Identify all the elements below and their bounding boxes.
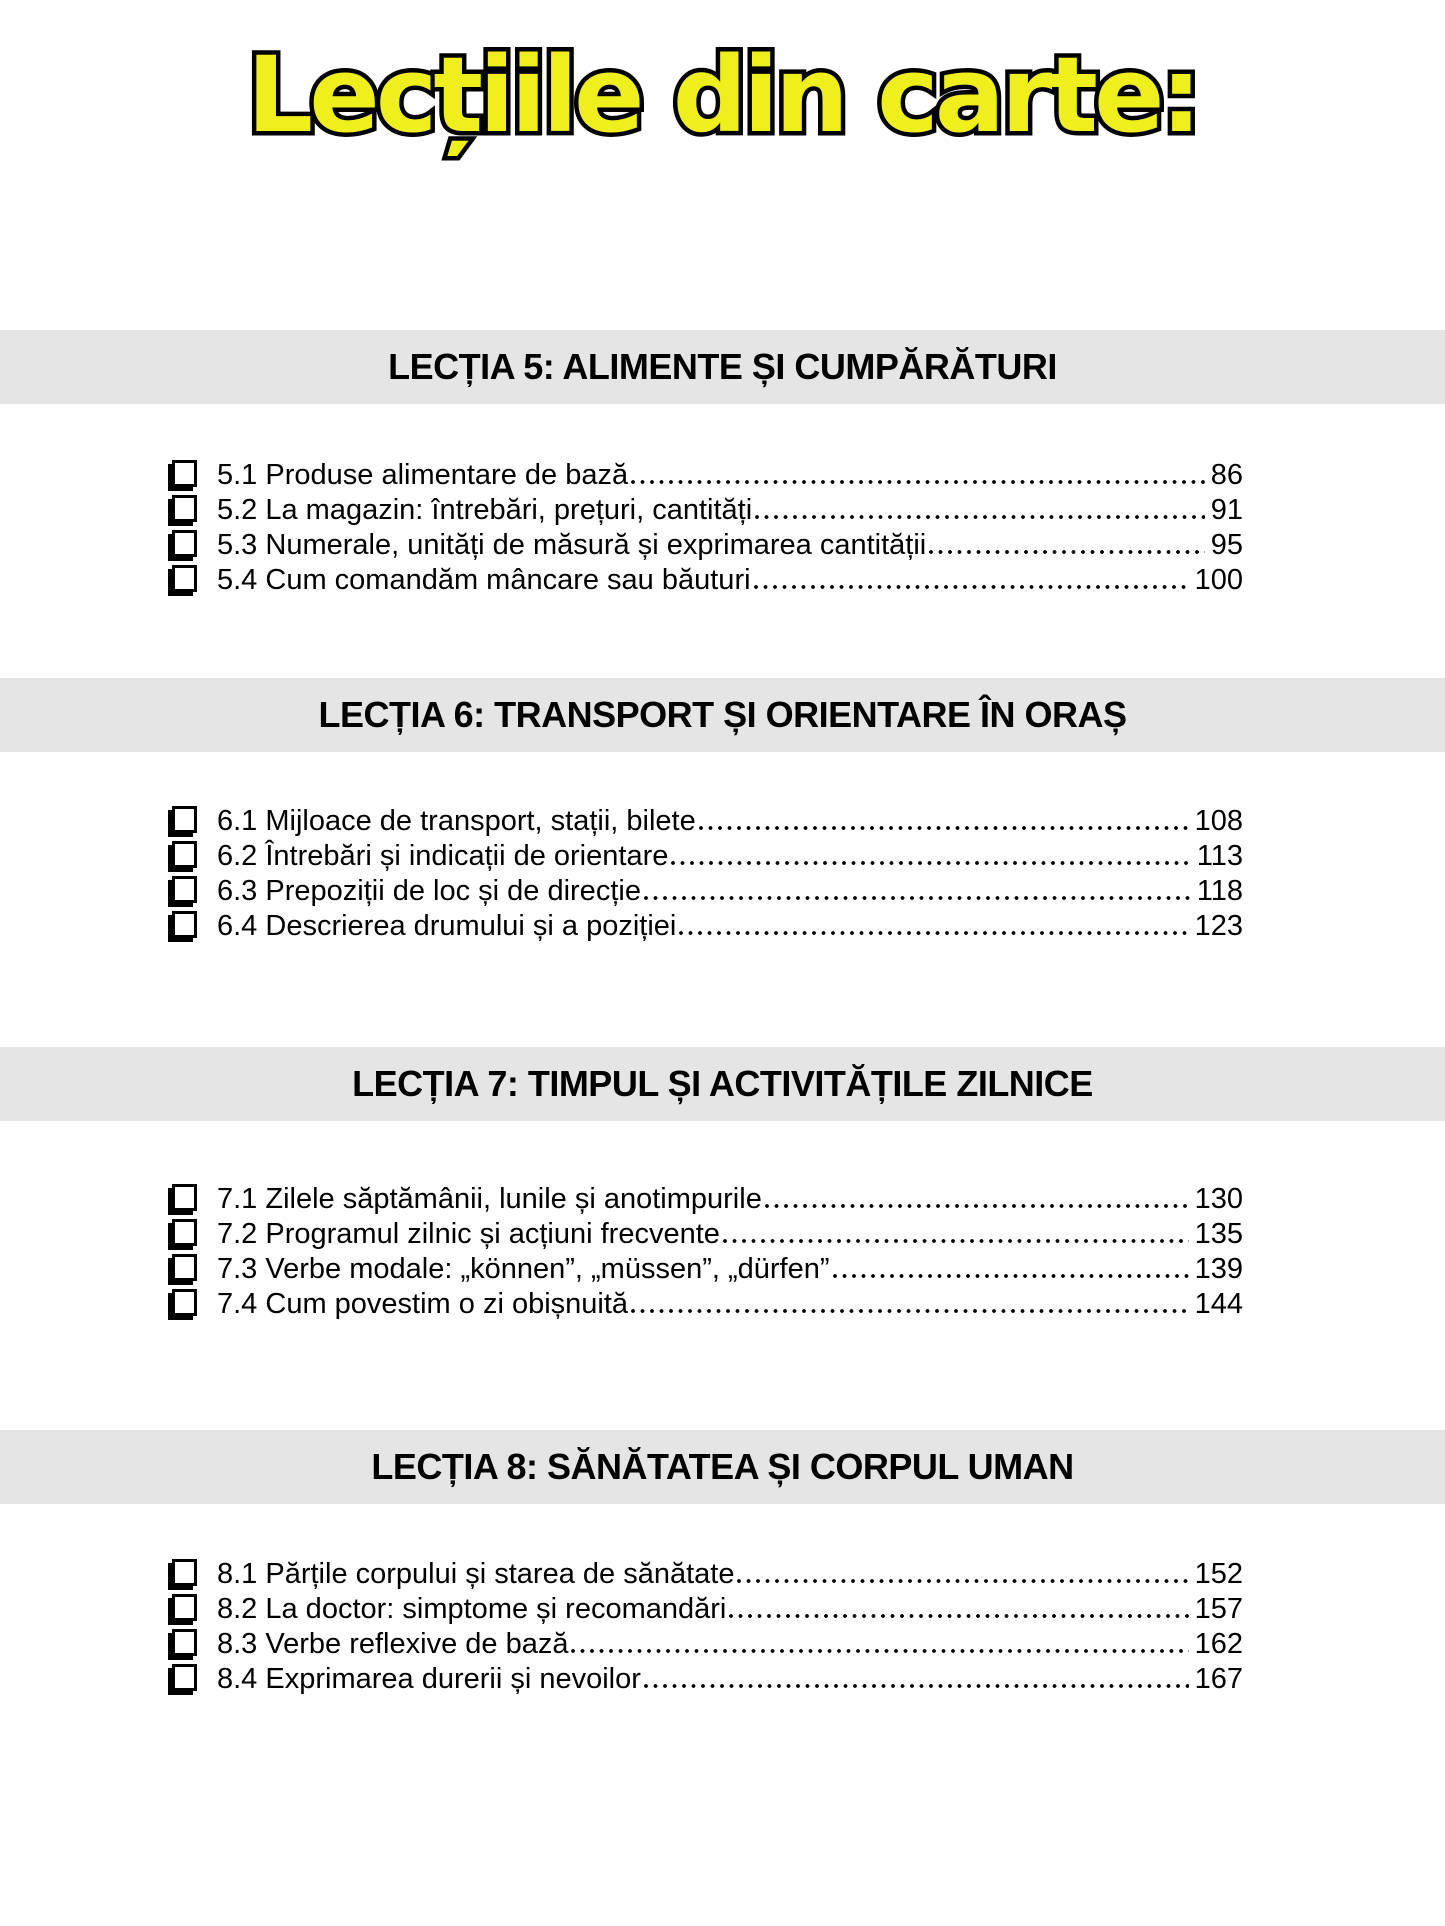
checkbox-icon	[172, 1289, 197, 1316]
dot-leader	[832, 1252, 1189, 1287]
checkbox-icon	[172, 1184, 197, 1211]
entry-label: 5.4 Cum comandăm mâncare sau băuturi	[217, 564, 751, 596]
toc-entry	[172, 563, 1243, 598]
page-number: 91	[1210, 494, 1243, 526]
checkbox-icon	[172, 1219, 197, 1246]
page-number: 118	[1196, 875, 1243, 907]
entry-label: 5.3 Numerale, unități de măsură și exprimarea cantității	[217, 529, 927, 561]
entry-label: 6.3 Prepoziții de loc și de direcție	[217, 875, 641, 907]
dot-leader	[736, 1557, 1188, 1592]
dot-leader	[678, 909, 1188, 944]
page-number: 144	[1194, 1288, 1243, 1320]
toc-entry	[172, 839, 1243, 874]
page-number: 135	[1194, 1218, 1243, 1250]
entry-label: 8.3 Verbe reflexive de bază	[217, 1628, 569, 1660]
checkbox-icon	[172, 1664, 197, 1691]
entry-label: 8.4 Exprimarea durerii și nevoilor	[217, 1663, 641, 1695]
dot-leader	[722, 1217, 1189, 1252]
section-heading: LECȚIA 5: ALIMENTE ȘI CUMPĂRĂTURI	[388, 346, 1057, 387]
checkbox-icon	[172, 911, 197, 938]
dot-leader	[928, 528, 1205, 563]
checkbox-icon	[172, 1629, 197, 1656]
toc-entry	[172, 458, 1243, 493]
toc-entry	[172, 1287, 1243, 1322]
dot-leader	[643, 1662, 1189, 1697]
dot-leader	[753, 563, 1189, 598]
toc-entry	[172, 1627, 1243, 1662]
page-number: 86	[1210, 459, 1243, 491]
toc-list-lectia-8	[172, 1557, 1243, 1697]
dot-leader	[728, 1592, 1188, 1627]
toc-entry	[172, 1592, 1243, 1627]
page-number: 123	[1194, 910, 1243, 942]
section-banner-lectia-7	[0, 1047, 1445, 1121]
toc-entry	[172, 1252, 1243, 1287]
dot-leader	[764, 1182, 1189, 1217]
page-number: 162	[1194, 1628, 1243, 1660]
page-number: 130	[1194, 1183, 1243, 1215]
checkbox-icon	[172, 806, 197, 833]
page-title: Lecțiile din carte:	[246, 34, 1199, 156]
section-banner-lectia-8	[0, 1430, 1445, 1504]
checkbox-icon	[172, 1254, 197, 1281]
page-number: 95	[1210, 529, 1243, 561]
checkbox-icon	[172, 841, 197, 868]
dot-leader	[570, 1627, 1188, 1662]
toc-entry	[172, 1182, 1243, 1217]
page-number: 139	[1194, 1253, 1243, 1285]
toc-entry	[172, 528, 1243, 563]
toc-entry	[172, 804, 1243, 839]
toc-entry	[172, 1217, 1243, 1252]
checkbox-icon	[172, 1559, 197, 1586]
page-number: 157	[1194, 1593, 1243, 1625]
section-heading: LECȚIA 7: TIMPUL ȘI ACTIVITĂȚILE ZILNICE	[352, 1063, 1093, 1104]
toc-entry	[172, 874, 1243, 909]
checkbox-icon	[172, 460, 197, 487]
page-number: 152	[1194, 1558, 1243, 1590]
section-banner-lectia-5	[0, 330, 1445, 404]
dot-leader	[670, 839, 1190, 874]
section-heading: LECȚIA 6: TRANSPORT ȘI ORIENTARE ÎN ORAȘ	[318, 694, 1127, 735]
dot-leader	[698, 804, 1189, 839]
entry-label: 5.1 Produse alimentare de bază	[217, 459, 629, 491]
entry-label: 7.3 Verbe modale: „können”, „müssen”, „dürfen”	[217, 1253, 830, 1285]
toc-entry	[172, 1557, 1243, 1592]
entry-label: 6.1 Mijloace de transport, stații, bilete	[217, 805, 696, 837]
checkbox-icon	[172, 1594, 197, 1621]
page-number: 113	[1196, 840, 1243, 872]
page-number: 100	[1194, 564, 1243, 596]
toc-list-lectia-5	[172, 458, 1243, 598]
entry-label: 6.4 Descrierea drumului și a poziției	[217, 910, 677, 942]
toc-list-lectia-7	[172, 1182, 1243, 1322]
entry-label: 7.2 Programul zilnic și acțiuni frecvente	[217, 1218, 720, 1250]
checkbox-icon	[172, 530, 197, 557]
toc-entry	[172, 1662, 1243, 1697]
page-number: 108	[1194, 805, 1243, 837]
dot-leader	[630, 458, 1205, 493]
entry-label: 6.2 Întrebări și indicații de orientare	[217, 840, 669, 872]
entry-label: 5.2 La magazin: întrebări, prețuri, cantități	[217, 494, 753, 526]
dot-leader	[643, 874, 1191, 909]
toc-entry	[172, 909, 1243, 944]
checkbox-icon	[172, 565, 197, 592]
toc-entry	[172, 493, 1243, 528]
entry-label: 7.1 Zilele săptămânii, lunile și anotimpurile	[217, 1183, 762, 1215]
dot-leader	[630, 1287, 1189, 1322]
section-heading: LECȚIA 8: SĂNĂTATEA ȘI CORPUL UMAN	[371, 1446, 1074, 1487]
toc-list-lectia-6	[172, 804, 1243, 944]
entry-label: 8.1 Părțile corpului și starea de sănătate	[217, 1558, 735, 1590]
checkbox-icon	[172, 495, 197, 522]
page-number: 167	[1194, 1663, 1243, 1695]
section-banner-lectia-6	[0, 678, 1445, 752]
checkbox-icon	[172, 876, 197, 903]
dot-leader	[754, 493, 1205, 528]
entry-label: 7.4 Cum povestim o zi obișnuită	[217, 1288, 629, 1320]
entry-label: 8.2 La doctor: simptome și recomandări	[217, 1593, 727, 1625]
